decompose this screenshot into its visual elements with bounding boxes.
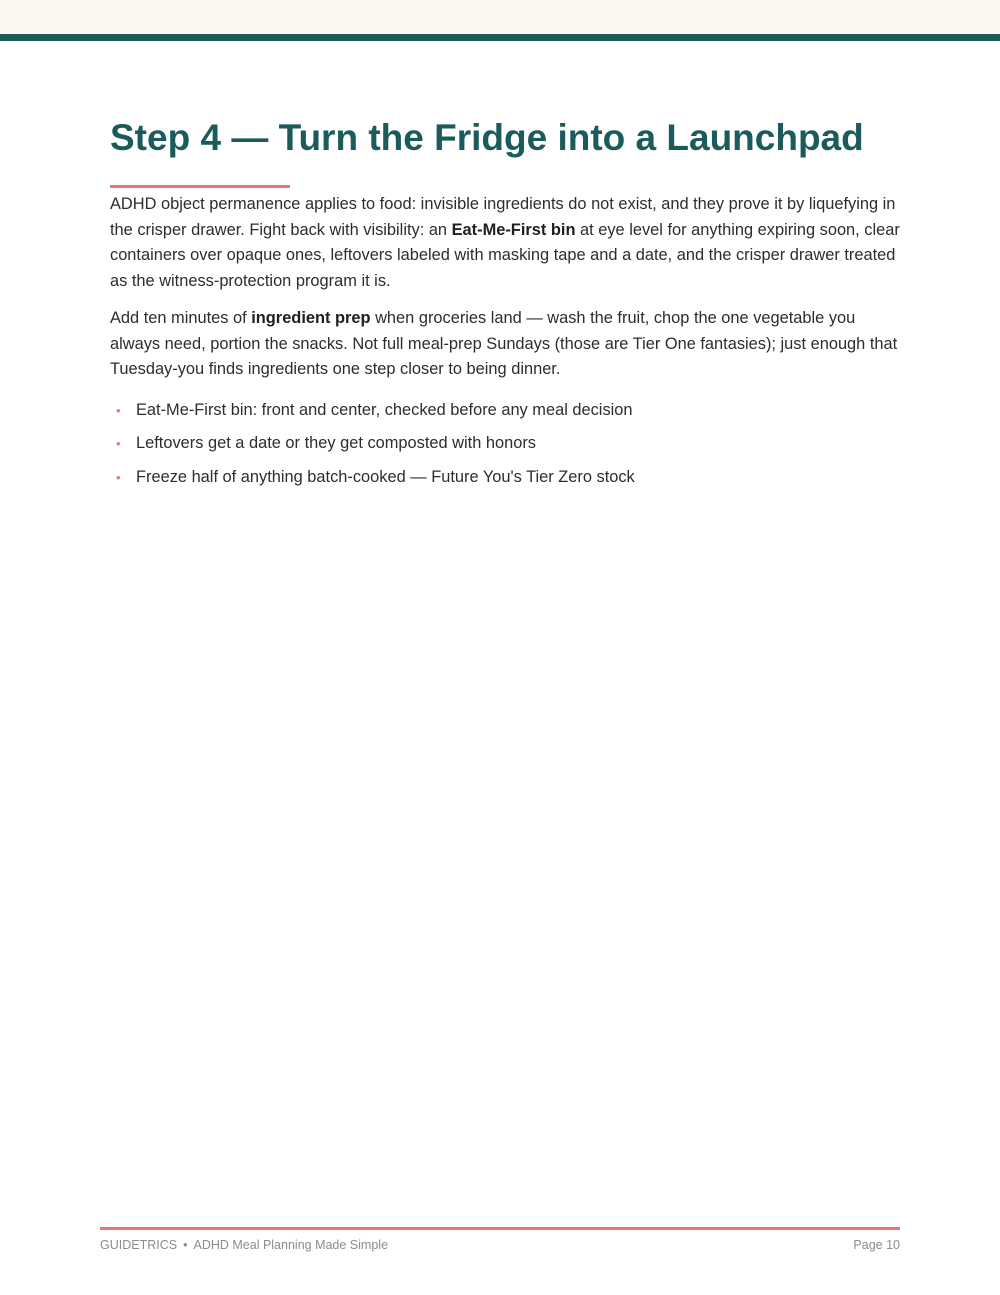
- list-item: [110, 398, 900, 423]
- header-rule: [0, 34, 1000, 41]
- page-number: Page 10: [853, 1238, 900, 1252]
- paragraph-2-text-start: Add ten minutes of: [110, 309, 252, 327]
- bullet-icon: •: [116, 402, 121, 418]
- paragraph-1-text-end: at eye level for anything expiring soon, clear containers over opaque ones, leftovers labeled with masking tape and a date, and the crisper drawer treated as the witness-protection program it is.: [110, 220, 900, 290]
- footer-left: [100, 1236, 388, 1254]
- footer-doc-title: ADHD Meal Planning Made Simple: [193, 1238, 389, 1252]
- paragraph-1-text-start: ADHD object permanence applies to food: invisible ingredients do not exist, and they prove it by liquefying in the crisper drawer. Fight back with visibility: an: [110, 195, 896, 239]
- paragraph-2-bold: ingredient prep: [251, 309, 371, 327]
- paragraph-2-text-end: when groceries land — wash the fruit, chop the one vegetable you always need, portion the snacks. Not full meal-prep Sundays (those are Tier One fantasies); just enough that Tuesday-you finds ingredients one step closer to being dinner.: [110, 309, 898, 378]
- header-band: [0, 0, 1000, 34]
- list-item: [110, 465, 900, 490]
- bullet-icon: •: [116, 469, 121, 485]
- footer-brand: GUIDETRICS: [100, 1238, 178, 1252]
- footer-rule: [100, 1227, 900, 1230]
- footer-separator: •: [183, 1238, 188, 1252]
- list-item-text: Eat-Me-First bin: front and center, checked before any meal decision: [136, 400, 633, 419]
- bullet-icon: •: [116, 436, 121, 451]
- footer: [100, 1236, 900, 1254]
- paragraph-2: [110, 306, 900, 383]
- list-item-text: Leftovers get a date or they get composted with honors: [136, 434, 536, 452]
- list-item: [110, 431, 900, 456]
- title-accent-rule: [110, 185, 290, 188]
- page-title: Step 4 — Turn the Fridge into a Launchpad: [110, 117, 864, 158]
- page-content: [110, 112, 900, 498]
- paragraph-1: [110, 192, 900, 294]
- tips-list: [110, 398, 900, 490]
- paragraph-1-bold: Eat-Me-First bin: [451, 220, 576, 239]
- list-item-text: Freeze half of anything batch-cooked — Future You's Tier Zero stock: [136, 467, 635, 486]
